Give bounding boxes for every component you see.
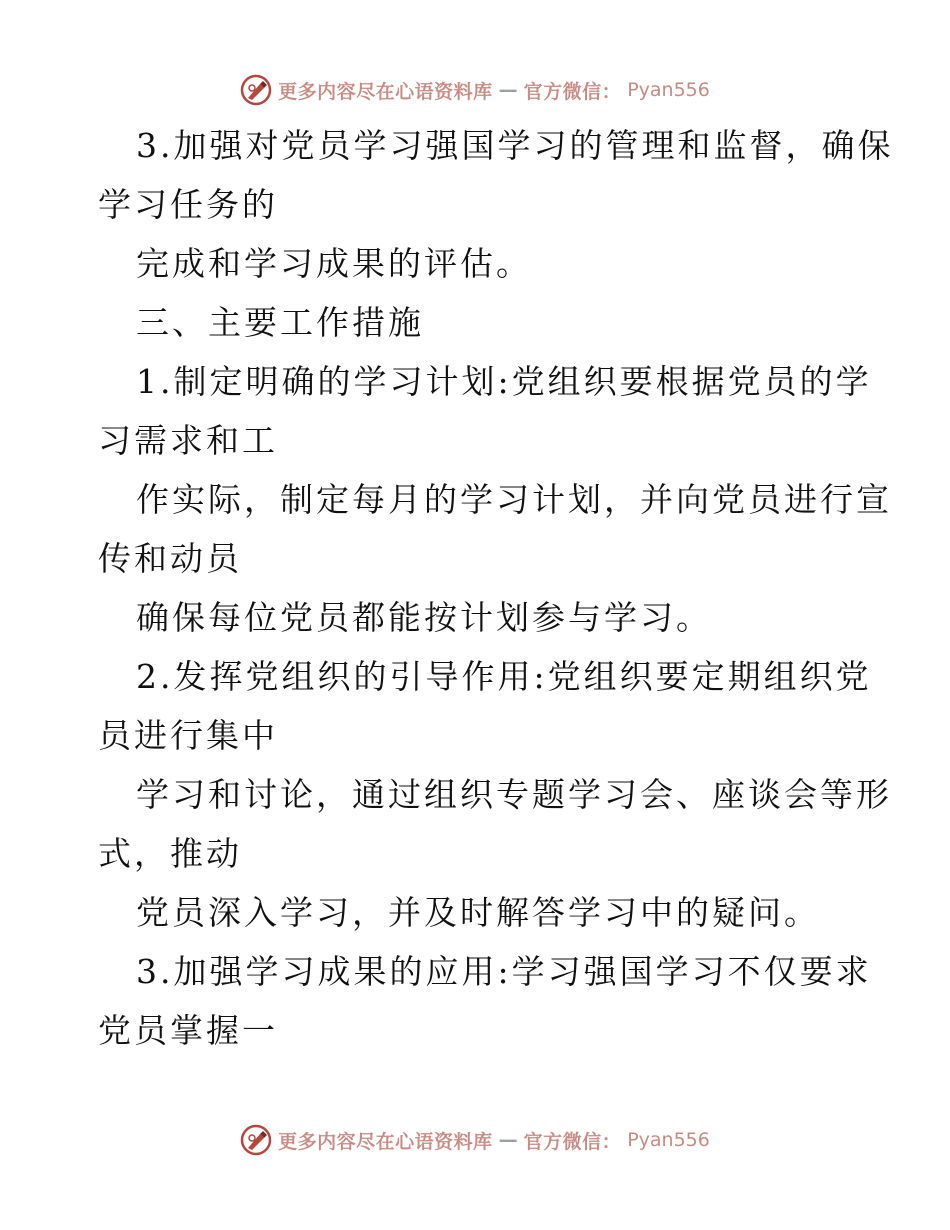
text-line: 作实际，制定每月的学习计划，并向党员进行宣	[136, 480, 892, 519]
text-line: 3.加强对党员学习强国学习的管理和监督，确保	[136, 126, 894, 165]
text-line: 完成和学习成果的评估。	[136, 244, 532, 283]
pen-logo-icon	[240, 1124, 272, 1156]
watermark-contact-value: Pyan556	[627, 79, 710, 101]
watermark-contact-value: Pyan556	[627, 1129, 710, 1151]
watermark-site-text: 更多内容尽在心语资料库	[278, 80, 493, 103]
text-line: 学习和讨论，通过组织专题学习会、座谈会等形	[136, 775, 892, 814]
text-line: 传和动员	[98, 539, 242, 578]
text-line: 确保每位党员都能按计划参与学习。	[136, 598, 712, 637]
text-line: 式，推动	[98, 834, 242, 873]
text-line: 1.制定明确的学习计划:党组织要根据党员的学	[136, 362, 872, 401]
text-line: 2.发挥党组织的引导作用:党组织要定期组织党	[136, 657, 872, 696]
watermark-contact-label: 官方微信：	[523, 80, 622, 103]
pen-logo-icon	[240, 74, 272, 106]
text-line: 3.加强学习成果的应用:学习强国学习不仅要求	[136, 952, 872, 991]
watermark-contact-label: 官方微信：	[523, 1130, 622, 1153]
text-line: 员进行集中	[98, 716, 278, 755]
text-line: 习需求和工	[98, 421, 278, 460]
watermark-header	[0, 70, 950, 110]
watermark-separator: —	[498, 79, 518, 101]
watermark-site-text: 更多内容尽在心语资料库	[278, 1130, 493, 1153]
section-heading: 三、主要工作措施	[136, 303, 424, 342]
text-line: 党员掌握一	[98, 1011, 278, 1050]
text-line: 党员深入学习，并及时解答学习中的疑问。	[136, 893, 820, 932]
watermark-footer	[0, 1120, 950, 1160]
watermark-separator: —	[498, 1129, 518, 1151]
text-line: 学习任务的	[98, 185, 278, 224]
